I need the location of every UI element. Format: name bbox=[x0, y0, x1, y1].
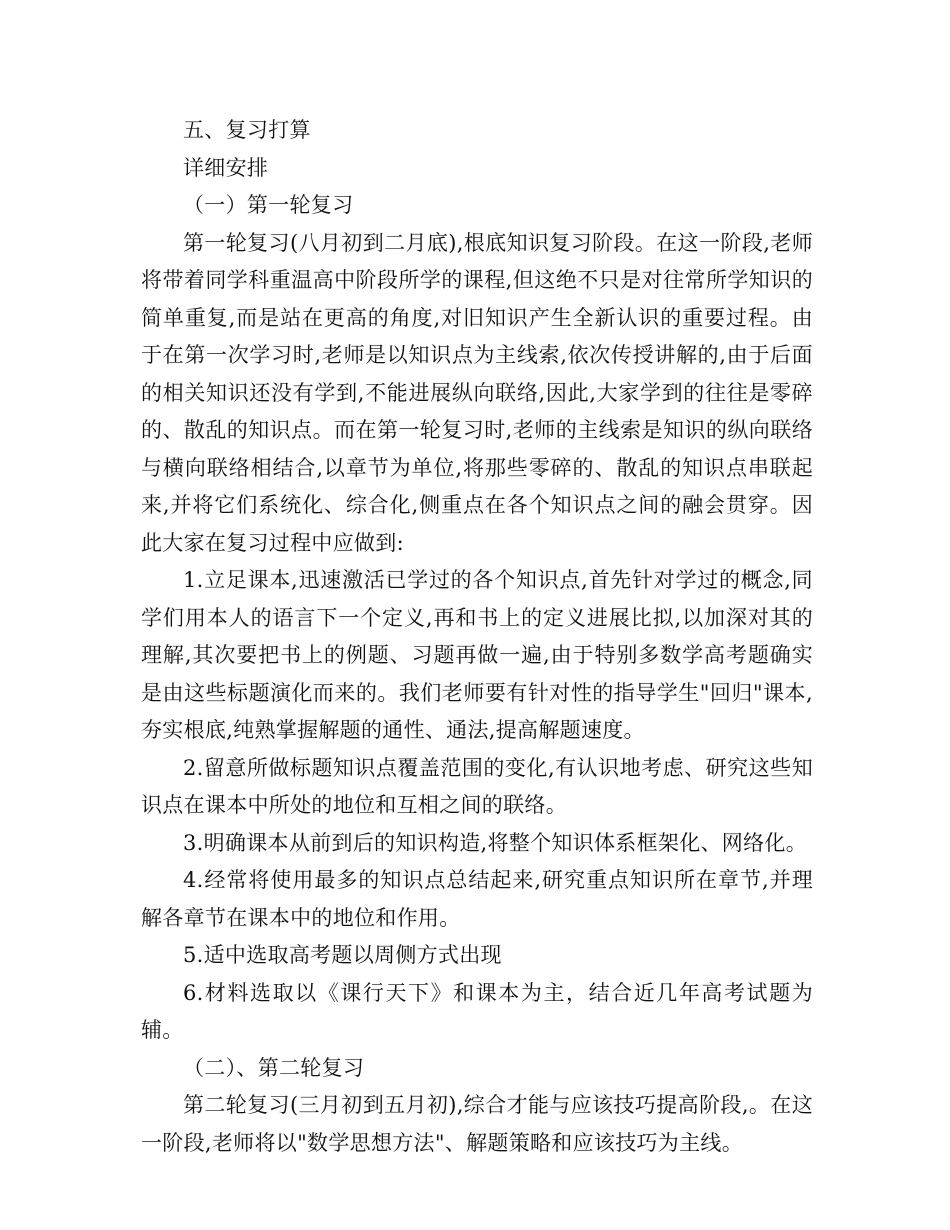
subheading: 详细安排 bbox=[183, 155, 269, 180]
list-item: 5.适中选取高考题以周侧方式出现 bbox=[183, 943, 502, 967]
document-body bbox=[141, 112, 813, 1162]
round1-intro-paragraph: 第一轮复习(八月初到二月底),根底知识复习阶段。在这一阶段,老师将带着同学科重温高中阶段所学的课程,但这绝不只是对往常所学知识的简单重复,而是站在更高的角度,对旧知识产生全新认识的重要过程。由于在第一次学习时,老师是以知识点为主线索,依次传授讲解的,由于后面的相关知识还没有学到,不能进展纵向联络,因此,大家学到的往往是零碎的、散乱的知识点。而在第一轮复习时,老师的主线索是知识的纵向联络与横向联络相结合,以章节为单位,将那些零碎的、散乱的知识点串联起来,并将它们系统化、综合化,侧重点在各个知识点之间的融会贯穿。因此大家在复习过程中应做到: bbox=[141, 230, 813, 555]
list-item: 1.立足课本,迅速激活已学过的各个知识点,首先针对学过的概念,同学们用本人的语言下一个定义,再和书上的定义进展比拟,以加深对其的理解,其次要把书上的例题、习题再做一遍,由于特别多数学高考题确实是由这些标题演化而来的。我们老师要有针对性的指导学生"回归"课本,夯实根底,纯熟掌握解题的通性、通法,提高解题速度。 bbox=[141, 568, 813, 742]
section-heading: 五、复习打算 bbox=[183, 118, 311, 142]
list-item: 6.材料选取以《课行天下》和课本为主，结合近几年高考试题为辅。 bbox=[141, 980, 813, 1042]
list-item: 3.明确课本从前到后的知识构造,将整个知识体系框架化、网络化。 bbox=[183, 830, 808, 855]
round2-intro-paragraph: 第二轮复习(三月初到五月初),综合才能与应该技巧提高阶段,。在这一阶段,老师将以"数学思想方法"、解题策略和应该技巧为主线。 bbox=[141, 1093, 813, 1155]
list-item: 2.留意所做标题知识点覆盖范围的变化,有认识地考虑、研究这些知识点在课本中所处的地位和互相之间的联络。 bbox=[141, 755, 813, 817]
round2-heading: （二）、第二轮复习 bbox=[183, 1055, 365, 1080]
list-item: 4.经常将使用最多的知识点总结起来,研究重点知识所在章节,并理解各章节在课本中的地位和作用。 bbox=[141, 868, 813, 930]
round1-heading: （一）第一轮复习 bbox=[183, 193, 354, 217]
